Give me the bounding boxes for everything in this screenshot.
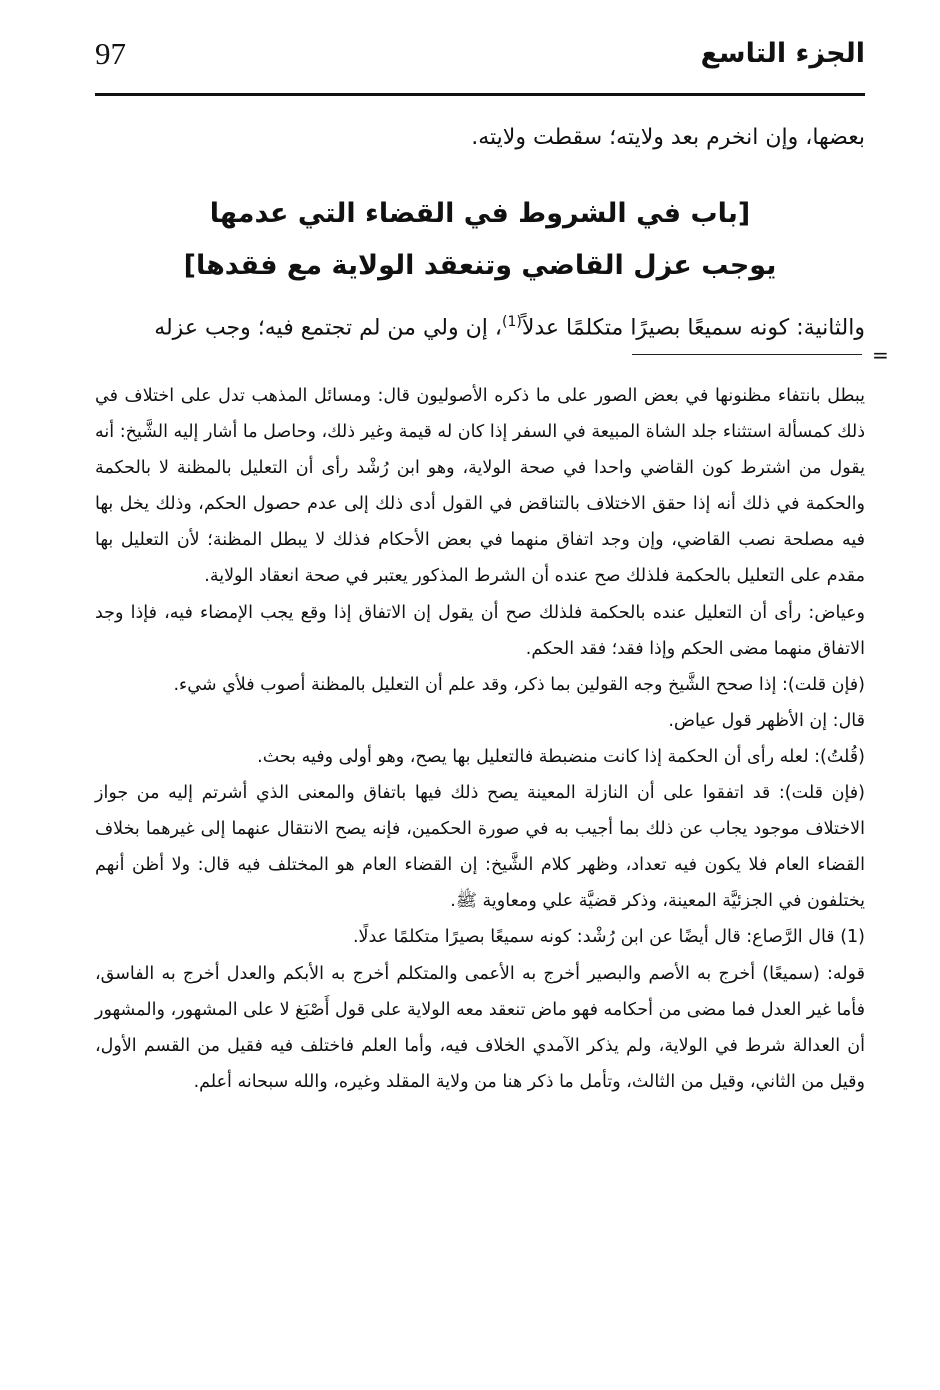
main-text — [95, 300, 865, 350]
footnote-paragraph: قوله: (سميعًا) أخرج به الأصم والبصير أخرج به الأعمى والمتكلم أخرج به الأبكم والعدل أخرج به الفاسق، فأما غير العدل فما مضى من أحكامه فهو ماض تنعقد معه الولاية على قول أَصْبَغ لا على المشهور، والمشهور أن العدالة شرط في الولاية، ولم يذكر الآمدي الخلاف فيه، وأما العلم فاختلف فيه فقيل من القسم الأول، وقيل من الثاني، وقيل من الثالث، وتأمل ما ذكر هنا من ولاية المقلد وغيره، والله سبحانه أعلم. — [95, 963, 865, 1092]
main-text-part-1: والثانية: كونه سميعًا بصيرًا متكلمًا عدلاً — [521, 315, 865, 341]
footnote-ref: (1) — [501, 314, 522, 330]
page-header — [95, 30, 865, 96]
footnote-paragraph: وعياض: رأى أن التعليل عنده بالحكمة فلذلك صح أن يقول إن الاتفاق إذا وقع يجب الإمضاء فيه، فإذا وجد الاتفاق منهما مضى الحكم وإذا فقد؛ فقد الحكم. — [95, 602, 865, 659]
footnote-paragraph: (فإن قلت): قد اتفقوا على أن النازلة المعينة يصح ذلك فيها باتفاق والمعنى الذي أشرتم إليه من جواز الاختلاف موجود يجاب عن ذلك بما أجيب به في صورة الحكمين، فإنه يصح الانتقال عنهما إلى غيرهما بخلاف القضاء العام فلا يكون فيه تعداد، وظهر كلام الشَّيخ: إن القضاء العام هو المختلف فيه قال: ولا أظن أنهم يختلفون في الجزئيَّة المعينة، وذكر قضيَّة علي ومعاوية ﷺ. — [95, 783, 865, 912]
intro-text: بعضها، وإن انخرم بعد ولايته؛ سقطت ولايته. — [471, 125, 865, 150]
footnote-paragraph: قال: إن الأظهر قول عياض. — [668, 710, 865, 731]
page-number: 97 — [95, 36, 126, 71]
main-text-part-2: ، إن ولي من لم تجتمع فيه؛ وجب عزله — [154, 315, 502, 341]
footnotes — [95, 378, 865, 1100]
footnote-separator — [632, 354, 862, 355]
footnote-paragraph: يبطل بانتفاء مظنونها في بعض الصور على ما ذكره الأصوليون قال: ومسائل المذهب تدل على اختلاف في ذلك كمسألة استثناء جلد الشاة المبيعة في السفر إذا كان له قيمة وغير ذلك، وحاصل ما أشار إليه الشَّيخ: أنه يقول من اشترط كون القاضي واحدا في صحة الولاية، وهو ابن رُشْد رأى أن التعليل بالمظنة لا بالحكمة والحكمة في ذلك أنه إذا حقق الاختلاف بالتناقض في القول أدى ذلك إلى عدم حصول الحكم، وذلك يخل بها فيه مصلحة نصب القاضي، وإن وجد اتفاق منهما في بعض الأحكام فذلك لا يبطل المظنة؛ لأن التعليل بها مقدم على التعليل بالحكمة فلذلك صح عنده أن الشرط المذكور يعتبر في صحة انعقاد الولاية. — [95, 386, 865, 587]
chapter-title-line-2: يوجب عزل القاضي وتنعقد الولاية مع فقدها] — [183, 250, 777, 281]
footnote-paragraph: (فإن قلت): إذا صحح الشَّيخ وجه القولين بما ذكر، وقد علم أن التعليل بالمظنة أصوب فلأي شيء. — [173, 674, 865, 695]
header-rule — [95, 93, 865, 96]
footnote-paragraph: (قُلتُ): لعله رأى أن الحكمة إذا كانت منضبطة فالتعليل بها يصح، وهو أولى وفيه بحث. — [257, 746, 865, 767]
continuation-mark: = — [872, 343, 889, 367]
footnote-1: (1) قال الرَّصاع: قال أيضًا عن ابن رُشْد: كونه سميعًا بصيرًا متكلمًا عدلًا. — [352, 927, 865, 948]
running-title: الجزء التاسع — [700, 38, 865, 69]
chapter-title-line-1: [باب في الشروط في القضاء التي عدمها — [209, 198, 751, 229]
chapter-title — [95, 188, 865, 292]
